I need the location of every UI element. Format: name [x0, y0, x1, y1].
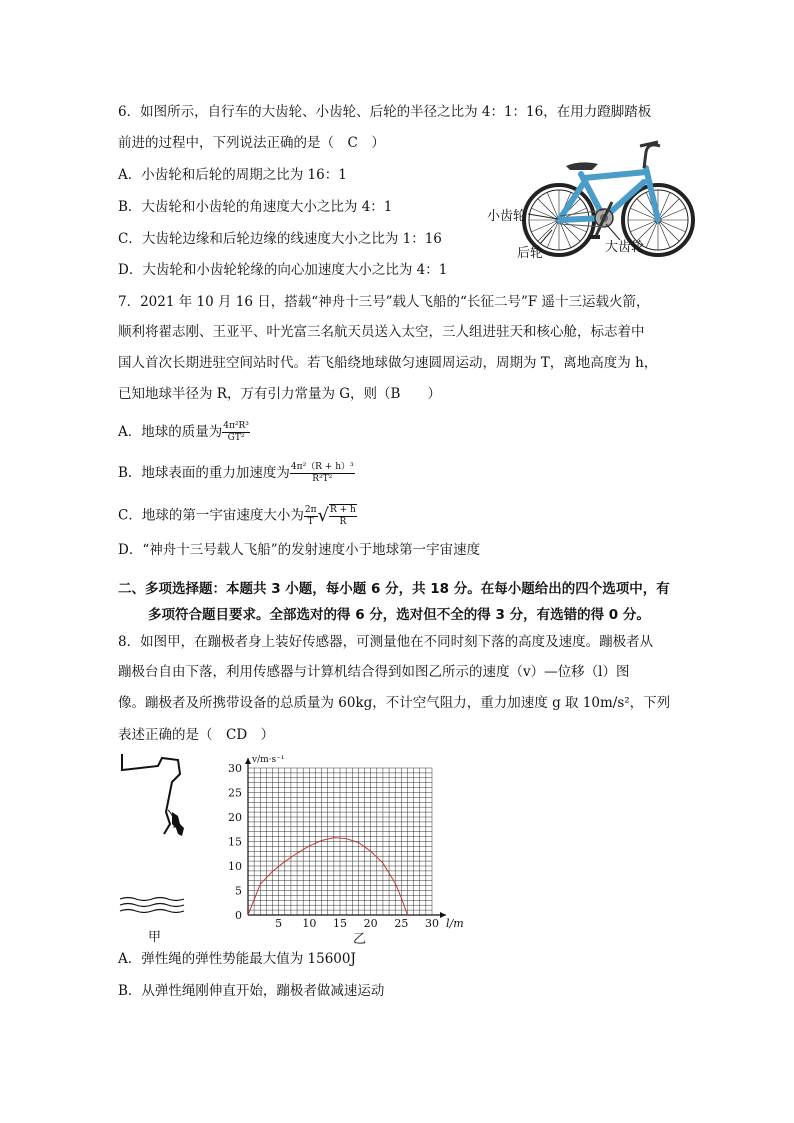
q7-option-c-text: C．地球的第一宇宙速度大小为 [118, 507, 304, 524]
q7-line1: 7．2021 年 10 月 16 日，搭载“神舟十三号”载人飞船的“长征二号”F 遥十三运载火箭， [118, 294, 650, 310]
formula-denominator: T [307, 516, 314, 527]
bike-label-big-gear: 大齿轮 [605, 240, 645, 255]
formula-numerator: 2π [304, 504, 317, 515]
seat [566, 162, 598, 170]
x-tick-label: 15 [333, 917, 347, 930]
q7-option-c-coefficient [304, 505, 318, 528]
formula-denominator: R²T² [312, 474, 333, 484]
jumper-silhouette [172, 812, 184, 836]
y-tick-label: 20 [228, 811, 242, 824]
q6-option-d: D．大齿轮和小齿轮轮缘的向心加速度大小之比为 4：1 [118, 262, 448, 278]
x-tick-label: 10 [302, 917, 317, 930]
formula-denominator: GT² [227, 433, 245, 443]
q8-line4: 表述正确的是（ CD ） [118, 727, 275, 743]
q7-option-c [118, 504, 357, 528]
sqrt-sign: √ [317, 505, 329, 526]
chart-grid [248, 768, 432, 915]
cliff-outline [122, 754, 180, 834]
formula-numerator: 4π²（R + h）³ [290, 462, 354, 472]
formula-denominator: R [339, 517, 347, 527]
x-tick-label: 25 [394, 917, 409, 930]
y-tick-label: 15 [228, 835, 242, 849]
q6-option-c: C．大齿轮边缘和后轮边缘的线速度大小之比为 1：16 [118, 231, 442, 247]
y-axis-label: v/m·s⁻¹ [252, 755, 285, 765]
x-axis-label: l/m [446, 917, 464, 930]
q8-line1: 8．如图甲，在蹦极者身上装好传感器，可测量他在不同时刻下落的高度及速度。蹦极者从 [118, 634, 654, 650]
handlebar [640, 142, 660, 168]
y-tick-label: 10 [228, 860, 242, 873]
q7-option-c-radicand [329, 504, 357, 528]
velocity-displacement-chart [224, 754, 464, 934]
figure-jia-label: 甲 [148, 930, 162, 945]
q7-option-b-formula [290, 462, 355, 485]
q7-line2: 顺利将翟志刚、王亚平、叶光富三名航天员送入太空，三人组进驻天和核心舱，标志着中 [118, 324, 645, 340]
figure-yi-label: 乙 [353, 932, 367, 947]
formula-numerator: 4π²R³ [223, 421, 249, 431]
section2-heading-line1: 二、多项选择题：本题共 3 小题，每小题 6 分，共 18 分。在每小题给出的四个选项中，有 [118, 581, 670, 597]
q6-stem-line1: 6．如图所示，自行车的大齿轮、小齿轮、后轮的半径之比为 4：1：16，在用力蹬脚踏板 [118, 104, 652, 120]
q8-line2: 蹦极台自由下落，利用传感器与计算机结合得到如图乙所示的速度（v）—位移（l）图 [118, 664, 630, 680]
y-tick-label: 25 [228, 786, 242, 800]
q6-option-b: B．大齿轮和小齿轮的角速度大小之比为 4：1 [118, 199, 393, 215]
q8-option-b: B．从弹性绳刚伸直开始，蹦极者做减速运动 [118, 983, 385, 999]
q7-option-b [118, 462, 355, 485]
bungee-figure [118, 752, 198, 922]
q6-option-a: A．小齿轮和后轮的周期之比为 16：1 [118, 167, 347, 183]
x-tick-label: 5 [275, 917, 283, 930]
bicycle-figure [480, 134, 702, 268]
formula-numerator: R + h [329, 505, 356, 515]
y-tick-label: 30 [228, 762, 242, 775]
q7-option-a [118, 421, 250, 444]
q8-line3: 像。蹦极者及所携带设备的总质量为 60kg，不计空气阻力，重力加速度 g 取 10m/s²，下列 [118, 695, 671, 711]
y-tick-label: 5 [235, 884, 242, 898]
bike-label-rear-wheel: 后轮 [517, 246, 544, 261]
q7-line3: 国人首次长期进驻空间站时代。若飞船绕地球做匀速圆周运动，周期为 T，离地高度为 h， [118, 355, 658, 371]
y-axis-arrow [245, 758, 251, 764]
x-tick-label: 20 [363, 917, 378, 930]
q7-option-a-text: A．地球的质量为 [118, 424, 223, 440]
q6-stem-line2: 前进的过程中，下列说法正确的是（ C ） [118, 135, 385, 151]
y-tick-label: 0 [235, 909, 242, 922]
q8-option-a: A．弹性绳的弹性势能最大值为 15600J [118, 951, 356, 967]
q7-option-b-text: B．地球表面的重力加速度为 [118, 465, 290, 481]
water-waves [120, 898, 184, 913]
q7-option-d: D．“神舟十三号载人飞船”的发射速度小于地球第一宇宙速度 [118, 542, 481, 558]
x-tick-label: 30 [425, 917, 439, 930]
bike-label-small-gear: 小齿轮 [487, 209, 527, 224]
q7-line4: 已知地球半径为 R，万有引力常量为 G，则（B ） [118, 386, 441, 402]
q7-option-a-formula [222, 421, 250, 444]
section2-heading-line2: 多项符合题目要求。全部选对的得 6 分，选对但不全的得 3 分，有选错的得 0 分。 [148, 607, 650, 623]
